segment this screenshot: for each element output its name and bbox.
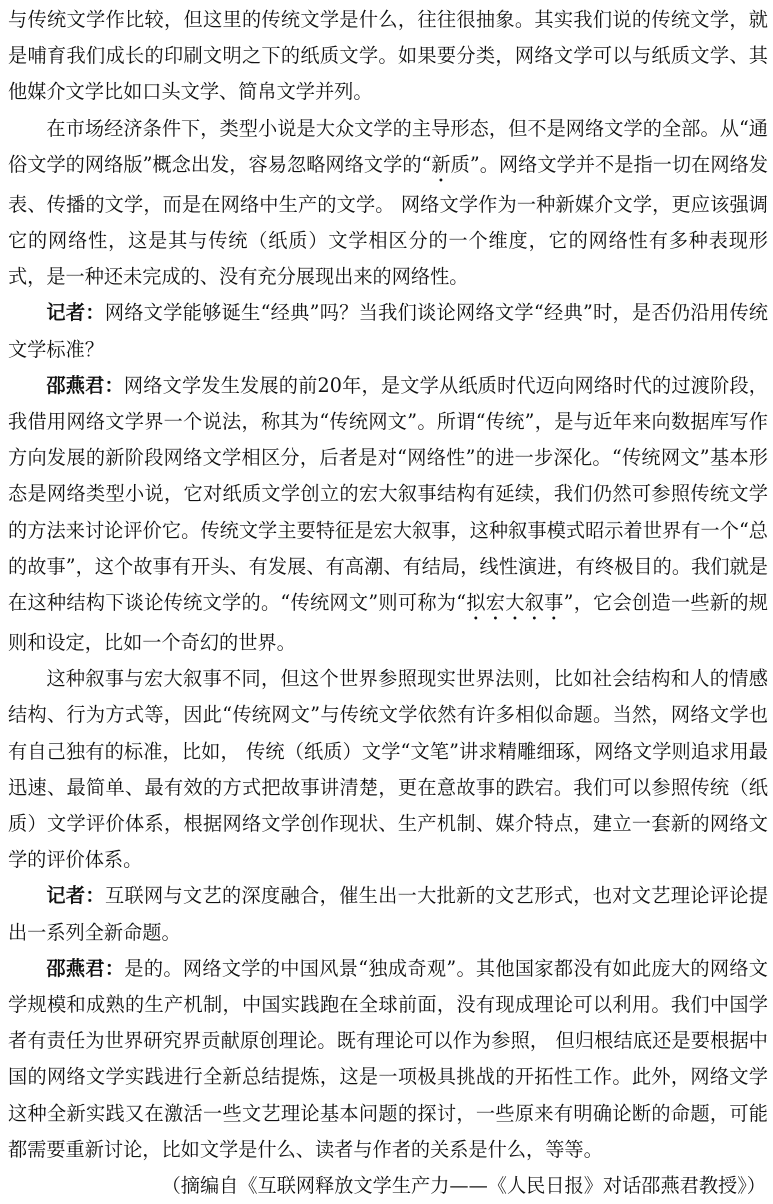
interview-question-1	[8, 295, 768, 367]
paragraph-text: 网络文学能够诞生“经典”吗？当我们谈论网络文学“经典”时，是否仍沿用传统文学标准？	[8, 301, 768, 361]
paragraph-text: 是的。网络文学的中国风景“独成奇观”。其他国家都没有如此庞大的网络文学规模和成熟的生产机制，中国实践跑在全球前面，没有现成理论可以利用。我们中国学者有责任为世界研究界贡献原创理论。既有理论可以作为参照， 但归根结底还是要根据中国的网络文学实践进行全新总结提炼，这是一项极具挑战的开拓性工作。此外，网络文学这种全新实践又在激活一些文艺理论基本问题的探讨，一些原来有明确论断的命题，可能都需要重新讨论，比如文学是什么、读者与作者的关系是什么，等等。	[8, 956, 768, 1161]
paragraph-text: ”，它会创造一些新的规则和设定，比如一个奇幻的世界。	[8, 591, 768, 655]
article-page	[8, 0, 768, 1204]
emphasized-term: 新	[431, 152, 451, 176]
speaker-label: 记者：	[46, 301, 105, 325]
paragraph-text: 在市场经济条件下，类型小说是大众文学的主导形态，但不是网络文学的全部。从“通俗文学的网络版”概念出发，容易忽略网络文学的“	[8, 116, 768, 176]
interview-answer-2	[8, 951, 768, 1168]
paragraph-text: 互联网与文艺的深度融合，催生出一大批新的文艺形式，也对文艺理论评论提出一系列全新命题。	[8, 884, 769, 944]
emphasized-term: 拟宏大叙事	[466, 591, 564, 615]
paragraph-text: 这种叙事与宏大叙事不同，但这个世界参照现实世界法则，比如社会结构和人的情感结构、行为方式等，因此“传统网文”与传统文学依然有许多相似命题。当然，网络文学也有自己独有的标准，比如， 传统（纸质）文学“文笔”讲求精雕细琢，网络文学则追求用最迅速、最简单、最有效的方式把故事讲清楚，更在意故事的跌宕。我们可以参照传统（纸质）文学评价体系，根据网络文学创作现状、生产机制、媒介特点，建立一套新的网络文学的评价体系。	[8, 667, 768, 872]
paragraph-2	[8, 111, 768, 296]
speaker-label: 记者：	[46, 884, 105, 908]
paragraph-text: 与传统文学作比较，但这里的传统文学是什么，往往很抽象。其实我们说的传统文学，就是哺育我们成长的印刷文明之下的纸质文学。如果要分类，网络文学可以与纸质文学、其他媒介文学比如口头文学、简帛文学并列。	[8, 8, 768, 104]
speaker-label: 邵燕君：	[46, 373, 124, 397]
source-citation: （摘编自《互联网释放文学生产力——《人民日报》对话邵燕君教授》）	[161, 1174, 766, 1198]
speaker-label: 邵燕君：	[46, 956, 125, 980]
paragraph-5	[8, 661, 768, 878]
paragraph-text: 网络文学发生发展的前20年，是文学从纸质时代迈向网络时代的过渡阶段，我借用网络文学界一个说法，称其为“传统网文”。所谓“传统”，是与近年来向数据库写作方向发展的新阶段网络文学相区分，后者是对“网络性”的进一步深化。“传统网文”基本形态是网络类型小说，它对纸质文学创立的宏大叙事结构有延续，我们仍然可参照传统文学的方法来讨论评价它。传统文学主要特征是宏大叙事，这种叙事模式昭示着世界有一个“总的故事”，这个故事有开头、有发展、有高潮、有结局，线性演进，有终极目的。我们就是在这种结构下谈论传统文学的。“传统网文”则可称为“	[8, 373, 768, 615]
interview-answer-1	[8, 368, 768, 661]
interview-question-2	[8, 878, 768, 950]
paragraph-text: 质”。网络文学并不是指一切在网络发表、传播的文学，而是在网络中生产的文学。 网络文学作为一种新媒介文学，更应该强调它的网络性，这是其与传统（纸质）文学相区分的一个维度，它的网络性有多种表现形式，是一种还未完成的、没有充分展现出来的网络性。	[8, 152, 769, 289]
paragraph-1	[8, 2, 768, 111]
